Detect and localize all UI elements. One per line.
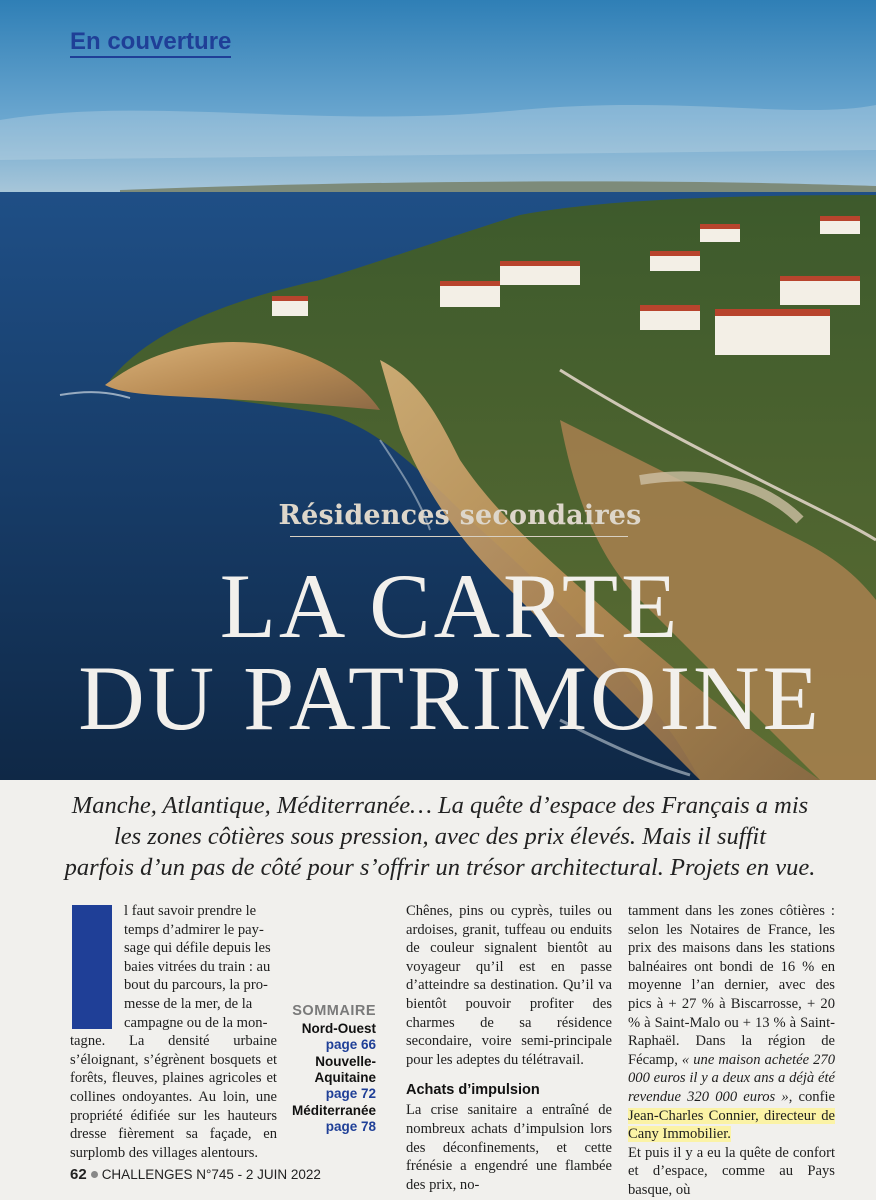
body-line: campagne ou de la mon- bbox=[124, 1014, 268, 1031]
body-line: bout du parcours, la pro- bbox=[124, 977, 268, 994]
standfirst-line: les zones côtières sous pression, avec des prix élevés. Mais il suffit bbox=[113, 823, 767, 850]
body-line: messe de la mer, de la bbox=[124, 995, 253, 1012]
sommaire-page-link[interactable]: page 72 bbox=[325, 1086, 376, 1101]
sommaire-region: Nouvelle-Aquitaine bbox=[314, 1054, 376, 1085]
page-number: 62 bbox=[70, 1166, 87, 1183]
quote: « une maison achetée 270 000 euros il y a deux ans a déjà été revendue 320 000 euros » bbox=[628, 1051, 836, 1105]
body-paragraph: tagne. La densité urbaine s’éloignant, s’égrènent bosquets et forêts, fleuves, plaines agricoles et collines ondoyantes. Au loin, une propriété édifiée sur les hauteurs dresse fièrement sa façade, en surplomb des villages alentours. bbox=[70, 1033, 277, 1161]
standfirst bbox=[40, 790, 840, 883]
body-line: baies vitrées du train : au bbox=[124, 958, 271, 975]
standfirst-line: parfois d’un pas de côté pour s’offrir un trésor architectural. Projets en vue. bbox=[64, 854, 816, 881]
body-paragraph: Chênes, pins ou cyprès, tuiles ou ardoises, granit, tuffeau ou enduits de couleur signalent bientôt au voyageur qu’il est en passe d’atteindre sa destination. Qu’il va bientôt pouvoir profiter des charmes de sa résidence secondaire, voire semi-principale pour les adeptes du télétravail. bbox=[406, 903, 612, 1068]
bullet-icon bbox=[91, 1171, 98, 1178]
sommaire-page-link[interactable]: page 78 bbox=[325, 1119, 376, 1134]
standfirst-line: Manche, Atlantique, Méditerranée… La quête d’espace des Français a mis bbox=[71, 792, 809, 819]
kicker-rule bbox=[290, 536, 628, 537]
highlighted-attribution: Jean-Charles Connier, directeur de Cany Immobilier. bbox=[628, 1107, 835, 1143]
sommaire-page-link[interactable]: page 66 bbox=[325, 1037, 376, 1052]
headline-line-1: LA CARTE bbox=[219, 555, 681, 657]
body-text: tamment dans les zones côtières : selon les Notaires de France, les prix des maisons dans les stations balnéaires ont bondi de 16 % en moyenne l’an dernier, avec des pics à + 27 % à Biscarrosse, + 20 % à Saint-Malo ou + 13 % à Saint-Raphaël. Dans la région de Fécamp, bbox=[628, 903, 835, 1068]
sommaire-region: Méditerranée bbox=[291, 1103, 376, 1118]
sommaire-title: SOMMAIRE bbox=[292, 1003, 376, 1019]
sommaire-box bbox=[290, 1003, 376, 1136]
body-line: sage qui défile depuis les bbox=[124, 940, 271, 957]
body-paragraph bbox=[628, 902, 835, 1144]
body-paragraph: La crise sanitaire a entraîné de nombreux achats d’impulsion lors des déconfinements, et cette frénésie a engendré une flambée des prix, no- bbox=[406, 1102, 612, 1193]
body-text: , confie bbox=[788, 1088, 835, 1105]
headline-line-2: DU PATRIMOINE bbox=[78, 647, 822, 749]
body-paragraph: Et puis il y a eu la quête de confort et d’espace, comme au Pays basque, où bbox=[628, 1144, 835, 1198]
body-line: l faut savoir prendre le bbox=[124, 903, 257, 919]
sommaire-region: Nord-Ouest bbox=[301, 1021, 376, 1036]
page-footer bbox=[70, 1166, 321, 1183]
body-column-2 bbox=[406, 902, 612, 1194]
body-column-3 bbox=[628, 902, 835, 1200]
subheading: Achats d’impulsion bbox=[406, 1082, 540, 1099]
body-column-1 bbox=[70, 902, 277, 1162]
section-label: En couverture bbox=[70, 28, 231, 58]
publication-info: CHALLENGES N°745 - 2 JUIN 2022 bbox=[101, 1167, 321, 1182]
body-line: temps d’admirer le pay- bbox=[124, 921, 264, 938]
kicker: Résidences secondaires bbox=[278, 500, 642, 531]
